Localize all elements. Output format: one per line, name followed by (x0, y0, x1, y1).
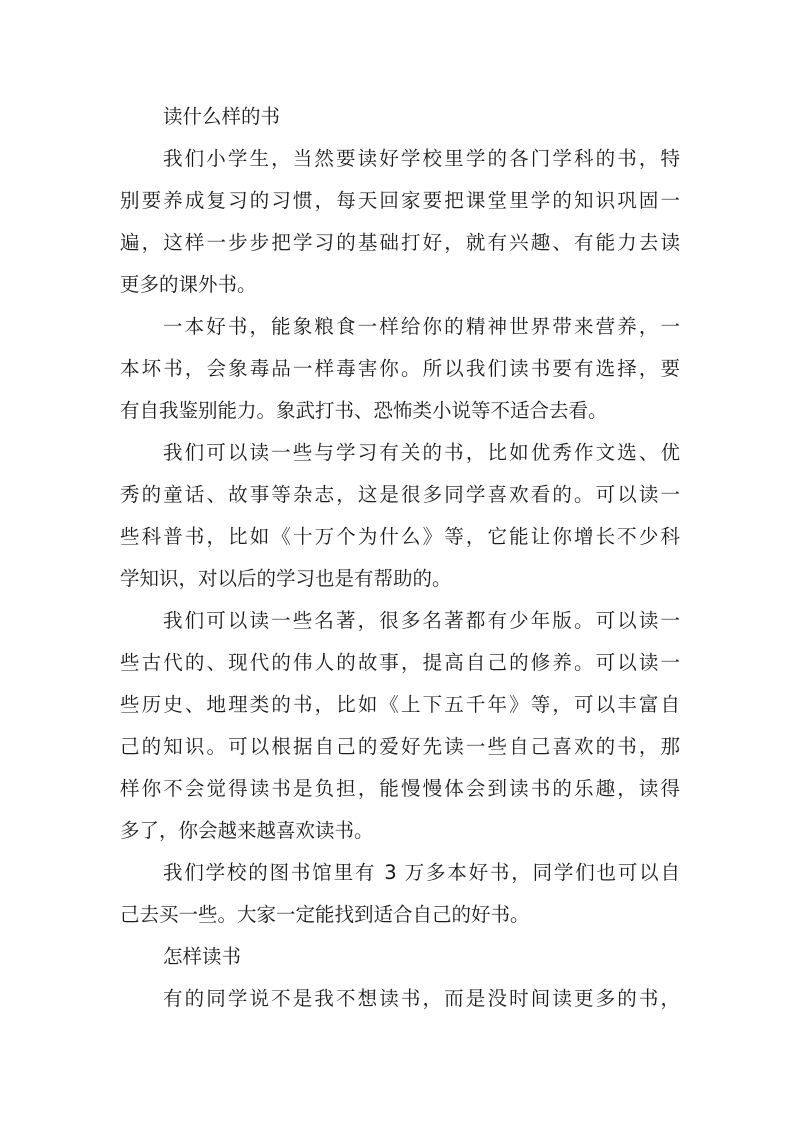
heading-what-books: 读什么样的书 (163, 105, 281, 128)
paragraph-line: 有的同学说不是我不想读书，而是没时间读更多的书， (163, 987, 680, 1010)
paragraph-line: 些科普书，比如《十万个为什么》等，它能让你增长不少科 (120, 525, 680, 548)
paragraph-line: 样你不会觉得读书是负担，能慢慢体会到读书的乐趣，读得 (120, 777, 680, 800)
paragraph-line: 一本好书，能象粮食一样给你的精神世界带来营养，一 (163, 315, 680, 338)
paragraph-line: 己去买一些。大家一定能找到适合自己的好书。 (120, 903, 530, 926)
paragraph-line: 学知识，对以后的学习也是有帮助的。 (120, 567, 452, 590)
heading-how-to-read: 怎样读书 (163, 945, 242, 968)
paragraph-line: 多了，你会越来越喜欢读书。 (120, 819, 374, 842)
paragraph-line: 更多的课外书。 (120, 273, 257, 296)
paragraph-line: 秀的童话、故事等杂志，这是很多同学喜欢看的。可以读一 (120, 483, 680, 506)
paragraph-line: 遍，这样一步步把学习的基础打好，就有兴趣、有能力去读 (120, 231, 680, 254)
paragraph-line: 别要养成复习的习惯，每天回家要把课堂里学的知识巩固一 (120, 189, 680, 212)
paragraph-line: 我们学校的图书馆里有 3 万多本好书，同学们也可以自 (163, 861, 680, 884)
paragraph-line: 本坏书，会象毒品一样毒害你。所以我们读书要有选择，要 (120, 357, 680, 380)
paragraph-line: 有自我鉴别能力。象武打书、恐怖类小说等不适合去看。 (120, 399, 608, 422)
paragraph-line: 我们可以读一些与学习有关的书，比如优秀作文选、优 (163, 441, 680, 464)
paragraph-line: 己的知识。可以根据自己的爱好先读一些自己喜欢的书，那 (120, 735, 680, 758)
paragraph-line: 些历史、地理类的书，比如《上下五千年》等，可以丰富自 (120, 693, 680, 716)
paragraph-line: 我们小学生，当然要读好学校里学的各门学科的书，特 (163, 147, 680, 170)
paragraph-line: 我们可以读一些名著，很多名著都有少年版。可以读一 (163, 609, 680, 632)
paragraph-line: 些古代的、现代的伟人的故事，提高自己的修养。可以读一 (120, 651, 680, 674)
